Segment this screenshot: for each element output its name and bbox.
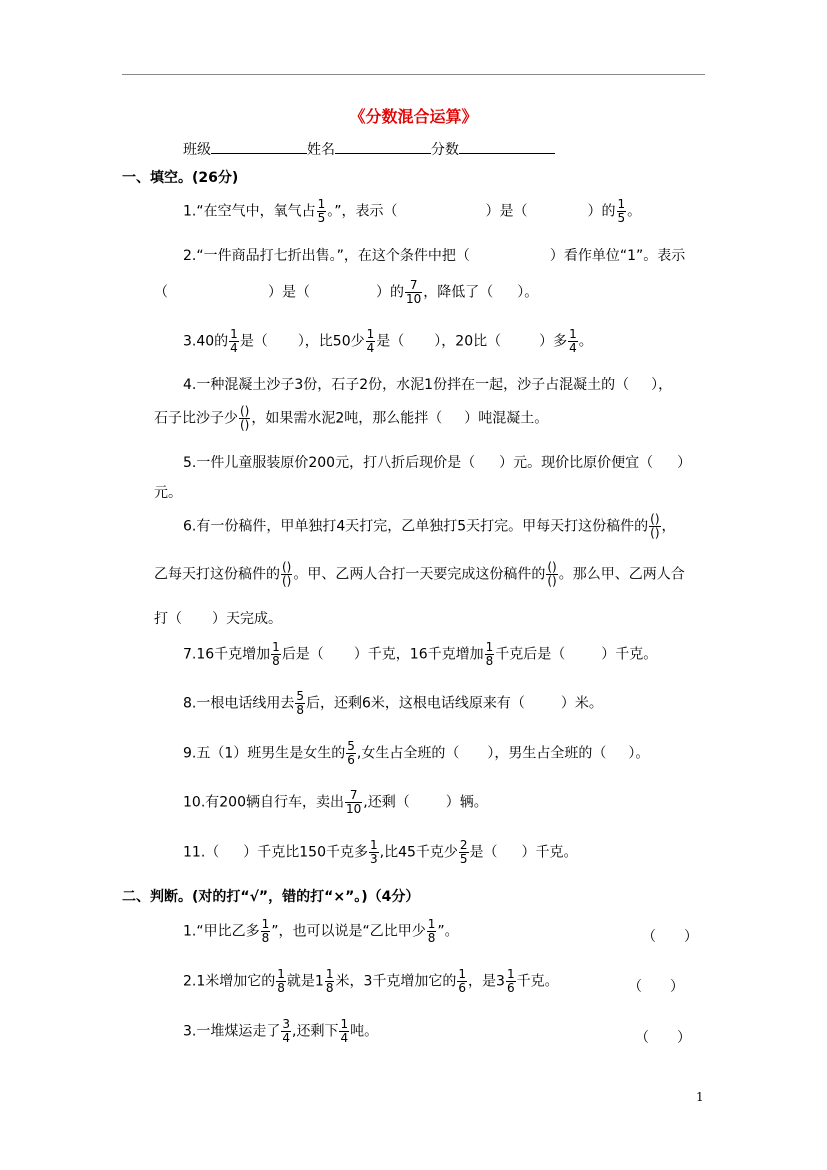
- fraction: $\frac{5}{6}$: [347, 739, 355, 767]
- student-info-row: [183, 139, 555, 159]
- class-blank[interactable]: [211, 139, 307, 154]
- fraction: $\frac{()}{()}$: [240, 404, 250, 432]
- section-1-heading: 一、填空。(26分): [122, 170, 239, 186]
- fraction: $\frac{1}{6}$: [458, 967, 467, 995]
- question-1-9: 9.五（1）班男生是女生的 $\frac{5}{6}$ ,女生占全班的（ ），男生占全班的（ ）。: [183, 739, 650, 767]
- question-1-2-line1: 2.“一件商品打七折出售。”，在这个条件中把（ ）看作单位“1”。表示: [183, 248, 686, 264]
- fraction: $\frac{1}{4}$: [569, 327, 577, 355]
- question-1-5-line1: 5.一件儿童服装原价200元，打八折后现价是（ ）元。现价比原价便宜（ ）: [183, 455, 692, 471]
- page-number: 1: [696, 1090, 704, 1104]
- name-blank[interactable]: [335, 139, 431, 154]
- question-1-6-line1: 6.有一份稿件，甲单独打4天打完，乙单独打5天打完。甲每天打这份稿件的 $\frac{()}{()}$ ，: [183, 512, 676, 540]
- question-1-6-line3: 打（ ）天完成。: [154, 611, 282, 627]
- question-1-1: 1.“在空气中，氧气占 $\frac{1}{5}$ 。”，表示（ ）是（ ）的 $\frac{1}{5}$ 。: [183, 197, 642, 225]
- fraction: $\frac{3}{4}$: [282, 1017, 290, 1045]
- fraction: $\frac{1}{5}$: [317, 197, 326, 225]
- judge-answer-1[interactable]: （ ）: [642, 929, 698, 945]
- name-label: 姓名: [307, 142, 335, 158]
- fraction: $\frac{1}{8}$: [427, 917, 436, 945]
- fraction: $\frac{()}{()}$: [282, 560, 292, 588]
- page-title: 《分数混合运算》: [349, 107, 478, 126]
- question-1-6-line2: 乙每天打这份稿件的 $\frac{()}{()}$ 。甲、乙两人合打一天要完成这份稿件的 $\frac{()}{()}$ 。那么甲、乙两人合: [154, 560, 685, 588]
- fraction: $\frac{1}{8}$: [261, 917, 270, 945]
- question-1-4-line1: 4.一种混凝土沙子3份，石子2份，水泥1份拌在一起，沙子占混凝土的（ ），: [183, 377, 673, 393]
- section-2-heading: 二、判断。(对的打“√”，错的打“×”。)（4分）: [122, 889, 420, 905]
- fraction: $\frac{5}{8}$: [296, 689, 304, 717]
- judge-question-1: 1.“甲比乙多 $\frac{1}{8}$ ”，也可以说是“乙比甲少 $\frac{1}{8}$ ”。: [183, 917, 459, 945]
- question-1-11: 11.（ ）千克比150千克多 $\frac{1}{3}$ ,比45千克少 $\frac{2}{5}$ 是（ ）千克。: [183, 838, 578, 866]
- question-1-10: 10.有200辆自行车，卖出 $\frac{7}{10}$ ,还剩（ ）辆。: [183, 788, 488, 816]
- fraction: $\frac{1}{5}$: [617, 197, 626, 225]
- judge-question-2: 2.1米增加它的 $\frac{1}{8}$ 就是1 $\frac{1}{8}$ 米，3千克增加它的 $\frac{1}{6}$ ，是3 $\frac{1}{6}$ 千克。: [183, 967, 559, 995]
- header-rule: [122, 74, 705, 75]
- fraction: $\frac{1}{6}$: [506, 967, 515, 995]
- fraction: $\frac{1}{4}$: [230, 327, 238, 355]
- question-1-2-line2: （ ）是（ ）的 $\frac{7}{10}$ ，降低了（ ）。: [154, 278, 539, 306]
- fraction: $\frac{1}{8}$: [272, 640, 280, 668]
- fraction: $\frac{1}{4}$: [340, 1017, 349, 1045]
- question-1-4-line2: 石子比沙子少 $\frac{()}{()}$ ，如果需水泥2吨，那么能拌（ ）吨混凝土。: [154, 404, 549, 432]
- score-label: 分数: [431, 142, 459, 158]
- judge-answer-3[interactable]: （ ）: [635, 1030, 691, 1046]
- fraction: $\frac{()}{()}$: [547, 560, 557, 588]
- question-1-5-line2: 元。: [154, 485, 182, 501]
- question-1-7: 7.16千克增加 $\frac{1}{8}$ 后是（ ）千克，16千克增加 $\frac{1}{8}$ 千克后是（ ）千克。: [183, 640, 658, 668]
- fraction: $\frac{()}{()}$: [650, 512, 660, 540]
- judge-answer-2[interactable]: （ ）: [628, 979, 684, 995]
- fraction: $\frac{1}{3}$: [370, 838, 378, 866]
- question-1-8: 8.一根电话线用去 $\frac{5}{8}$ 后，还剩6米，这根电话线原来有（ ）米。: [183, 689, 603, 717]
- score-blank[interactable]: [459, 139, 555, 154]
- judge-question-3: 3.一堆煤运走了 $\frac{3}{4}$ ,还剩下 $\frac{1}{4}$ 吨。: [183, 1017, 379, 1045]
- fraction: $\frac{2}{5}$: [459, 838, 468, 866]
- fraction: $\frac{1}{8}$: [325, 967, 334, 995]
- fraction: $\frac{1}{8}$: [485, 640, 494, 668]
- fraction: $\frac{7}{10}$: [346, 788, 362, 816]
- fraction: $\frac{1}{8}$: [277, 967, 285, 995]
- fraction: $\frac{1}{4}$: [366, 327, 375, 355]
- question-1-3: 3.40的 $\frac{1}{4}$ 是（ ），比50少 $\frac{1}{4}$ 是（ ），20比（ ）多 $\frac{1}{4}$ 。: [183, 327, 593, 355]
- class-label: 班级: [183, 142, 211, 158]
- fraction: $\frac{7}{10}$: [406, 278, 422, 306]
